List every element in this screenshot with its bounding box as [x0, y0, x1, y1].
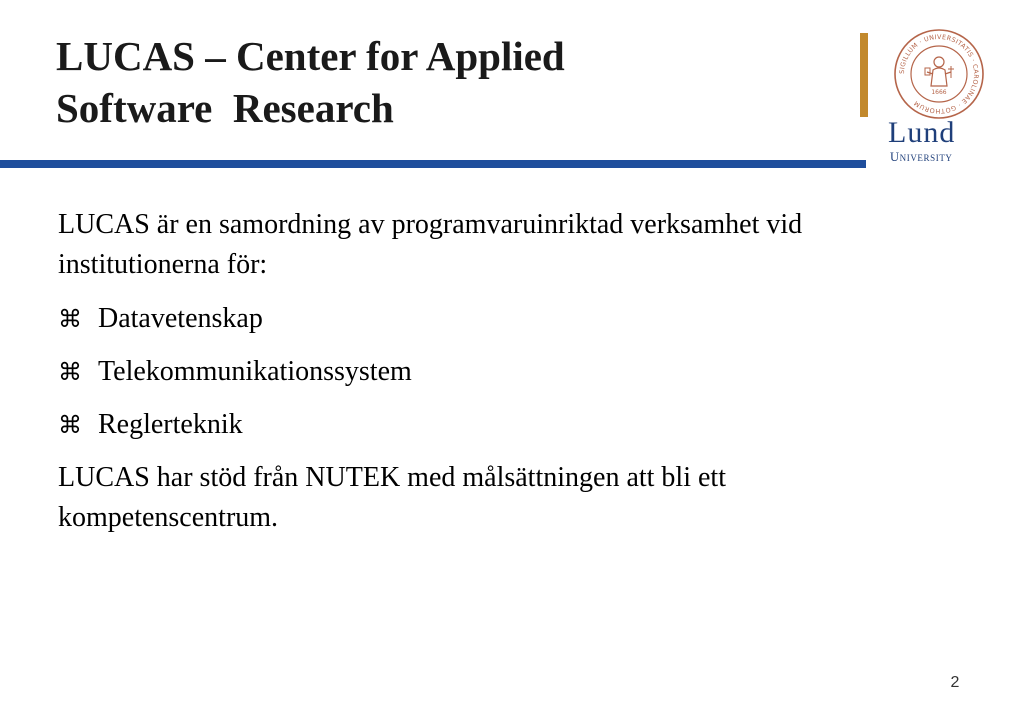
list-item: [58, 405, 818, 445]
title-divider: [0, 160, 866, 168]
lund-seal-logo: [893, 28, 985, 120]
title-line-1: LUCAS – Center for Applied: [56, 33, 565, 79]
slide-body: [58, 205, 818, 538]
svg-text:SIGILLUM · UNIVERSITATIS · CAR: [898, 33, 980, 115]
bullet-text: Reglerteknik: [98, 409, 243, 440]
intro-paragraph: LUCAS är en samordning av programvaruinriktad verksamhet vid institutionerna för:: [58, 209, 803, 280]
bullet-list: [58, 299, 818, 445]
logo-accent-bar: [860, 33, 868, 117]
seal-year: 1666: [931, 89, 947, 96]
command-bullet-icon: ⌘: [58, 305, 82, 333]
bullet-text: Datavetenskap: [98, 303, 263, 334]
list-item: [58, 352, 818, 392]
logo-lund-wordmark: Lund: [888, 116, 956, 149]
closing-paragraph: LUCAS har stöd från NUTEK med målsättningen att bli ett kompetenscentrum.: [58, 462, 726, 533]
title-line-2: Software Research: [56, 85, 394, 131]
page-number: 2: [950, 674, 960, 691]
slide-title: [56, 30, 816, 134]
list-item: [58, 299, 818, 339]
bullet-text: Telekommunikationssystem: [98, 356, 412, 387]
command-bullet-icon: ⌘: [58, 411, 82, 439]
logo-university-wordmark: University: [890, 150, 953, 164]
seal-ring-text: SIGILLUM · UNIVERSITATIS · CAROLINAE · GOTHORUM: [897, 32, 981, 116]
command-bullet-icon: ⌘: [58, 358, 82, 386]
